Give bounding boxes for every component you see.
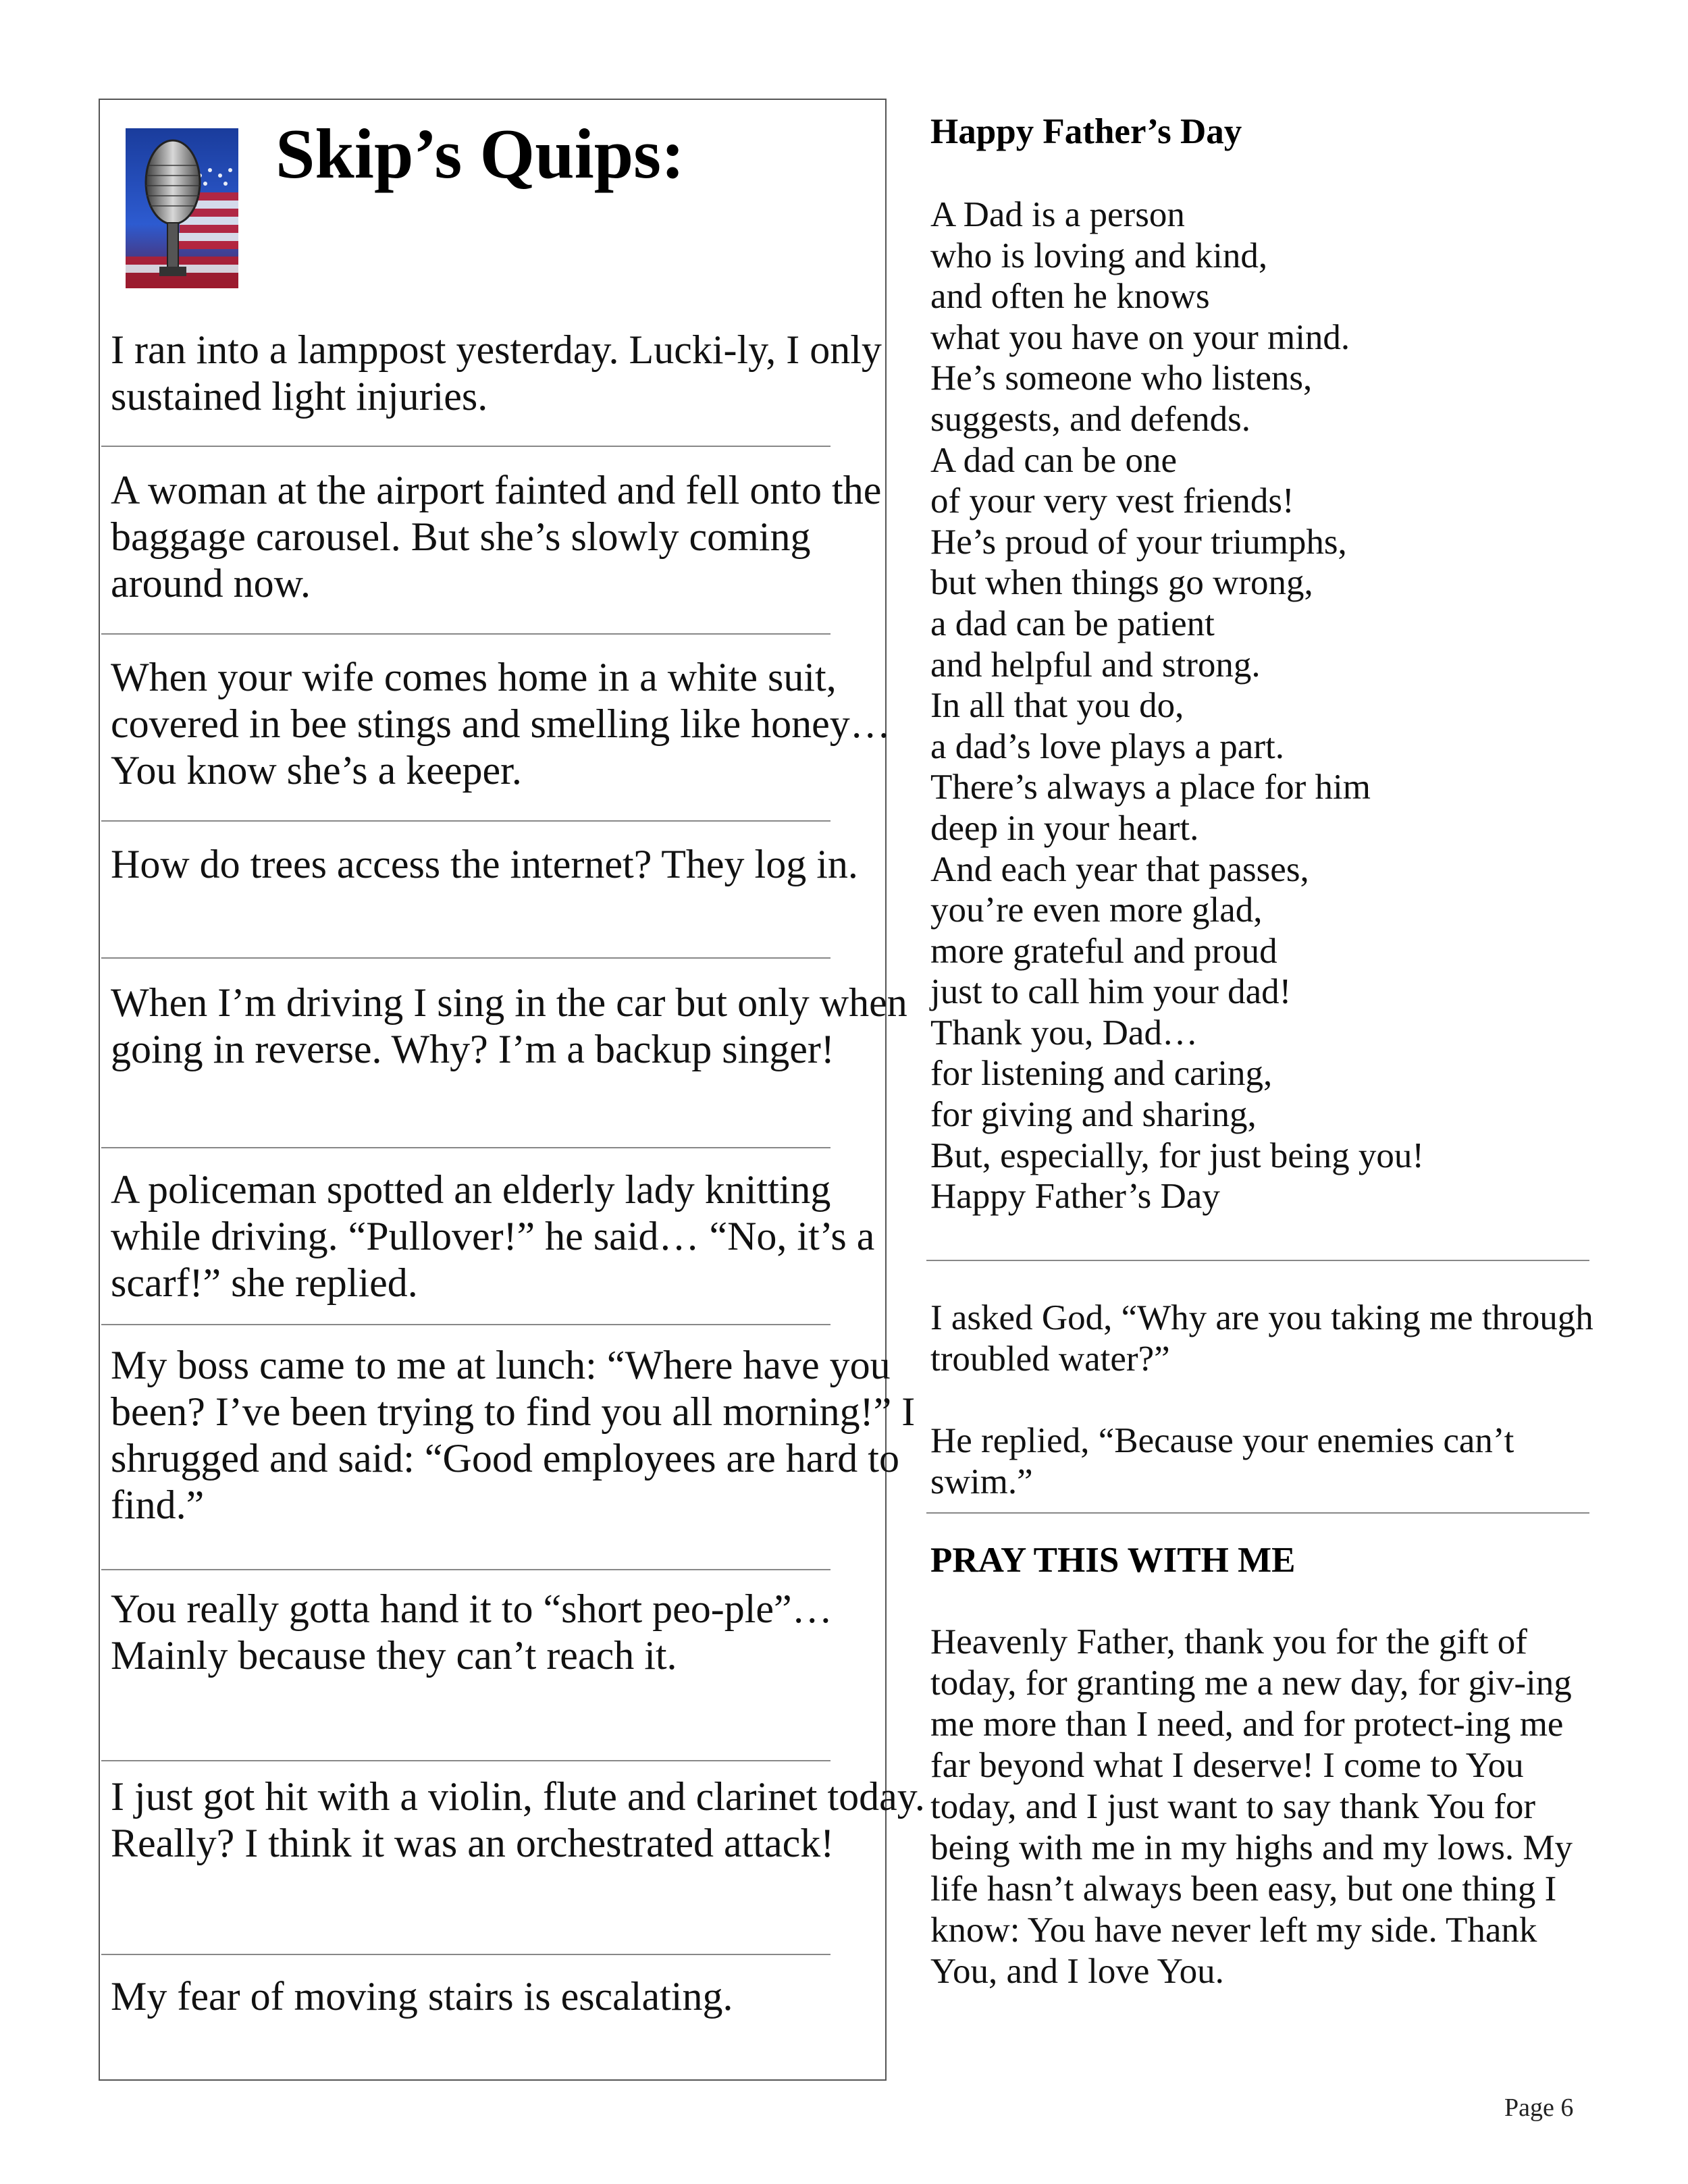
poem-line: But, especially, for just being you! <box>930 1136 1425 1175</box>
quip-divider <box>101 1569 830 1570</box>
poem-line: Thank you, Dad… <box>930 1013 1198 1053</box>
poem-line: deep in your heart. <box>930 808 1199 848</box>
quip-1: I ran into a lamppost yesterday. Lucki-ly, I only sustained light injuries. <box>111 327 882 419</box>
poem-line: a dad can be patient <box>930 604 1215 643</box>
poem <box>930 194 1424 1217</box>
poem-line: what you have on your mind. <box>930 317 1350 357</box>
poem-line: and helpful and strong. <box>930 645 1261 685</box>
poem-line: who is loving and kind, <box>930 236 1268 275</box>
quip-3: When your wife comes home in a white suit, covered in bee stings and smelling like honey… You know she’s a keeper. <box>111 655 891 793</box>
quip-4: How do trees access the internet? They log in. <box>111 842 858 886</box>
quip-5: When I’m driving I sing in the car but only when going in reverse. Why? I’m a backup singer! <box>111 980 907 1071</box>
quip-10: My fear of moving stairs is escalating. <box>111 1974 733 2019</box>
poem-line: He’s proud of your triumphs, <box>930 522 1347 562</box>
section-divider <box>926 1512 1589 1514</box>
page-title: Skip’s Quips: <box>275 114 685 193</box>
quip-6: A policeman spotted an elderly lady knitting while driving. “Pullover!” he said… “No, it’s a scarf!” she replied. <box>111 1167 875 1305</box>
poem-line: but when things go wrong, <box>930 563 1313 603</box>
poem-line: And each year that passes, <box>930 849 1309 889</box>
page-number: Page 6 <box>1504 2094 1574 2122</box>
poem-line: Happy Father’s Day <box>930 1177 1220 1217</box>
god-question: I asked God, “Why are you taking me through troubled water?” <box>930 1298 1593 1379</box>
quip-2: A woman at the airport fainted and fell onto the baggage carousel. But she’s slowly coming around now. <box>111 468 882 606</box>
poem-line: In all that you do, <box>930 686 1184 726</box>
poem-line: a dad’s love plays a part. <box>930 726 1284 766</box>
quip-7: My boss came to me at lunch: “Where have you been? I’ve been trying to find you all morning!” I shrugged and said: “Good employees are hard to find.” <box>111 1343 916 1527</box>
quip-divider <box>101 820 830 822</box>
skips-quips-box <box>99 99 925 2081</box>
poem-line: A dad can be one <box>930 440 1177 480</box>
poem-line: There’s always a place for him <box>930 768 1371 807</box>
poem-line: for listening and caring, <box>930 1054 1273 1094</box>
quip-divider <box>101 633 830 635</box>
prayer-title: PRAY THIS WITH ME <box>930 1541 1296 1580</box>
poem-line: more grateful and proud <box>930 931 1277 971</box>
right-column <box>930 0 1612 2184</box>
poem-line: suggests, and defends. <box>930 399 1250 439</box>
quip-divider <box>101 1954 830 1955</box>
microphone-flag-image <box>126 128 238 288</box>
quips-header <box>100 100 885 302</box>
poem-line: and often he knows <box>930 277 1210 317</box>
poem-line: He’s someone who listens, <box>930 358 1313 398</box>
quip-divider <box>101 1324 830 1325</box>
poem-line: for giving and sharing, <box>930 1095 1257 1135</box>
poem-line: just to call him your dad! <box>930 972 1292 1012</box>
quip-divider <box>101 1760 830 1761</box>
poem-title: Happy Father’s Day <box>930 112 1242 151</box>
quip-8: You really gotta hand it to “short peo-ple”… Mainly because they can’t reach it. <box>111 1587 833 1678</box>
section-divider <box>926 1260 1589 1261</box>
god-answer: He replied, “Because your enemies can’t swim.” <box>930 1421 1514 1501</box>
prayer-text: Heavenly Father, thank you for the gift of today, for granting me a new day, for giv-ing me more than I need, and for protect-ing me far beyond what I deserve! I come to You today, and I just want to say thank You for being with me in my highs and my lows. My life hasn’t always been easy, but one thing I know: You have never left my side. Thank You, and I love You. <box>930 1622 1573 1991</box>
quip-9: I just got hit with a violin, flute and clarinet today. Really? I think it was an orchestrated attack! <box>111 1774 925 1865</box>
quip-divider <box>101 1147 830 1148</box>
quip-divider <box>101 446 830 447</box>
poem-line: A Dad is a person <box>930 195 1185 234</box>
quip-divider <box>101 957 830 959</box>
poem-line: of your very vest friends! <box>930 481 1294 521</box>
poem-line: you’re even more glad, <box>930 890 1263 930</box>
